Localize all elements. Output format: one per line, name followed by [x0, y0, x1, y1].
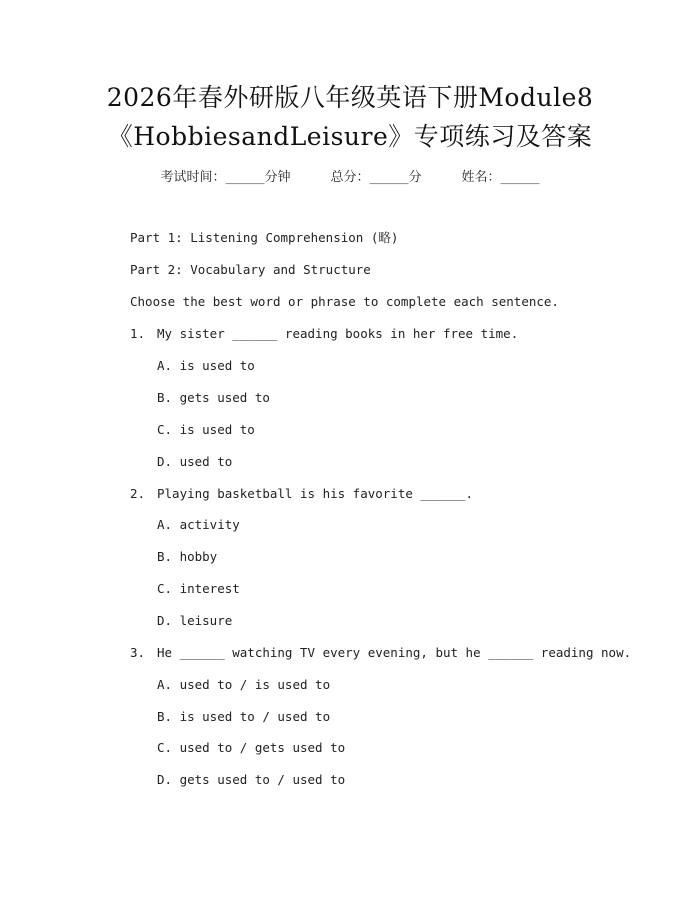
section-part-1-heading: Part 1: Listening Comprehension (略) — [130, 230, 399, 245]
option-item: B. is used to / used to — [157, 709, 331, 724]
question-number: 3. — [130, 645, 146, 660]
section-instruction: Choose the best word or phrase to complete each sentence. — [130, 294, 559, 309]
option-item: A. used to / is used to — [157, 677, 331, 692]
question-text: My sister ______ reading books in her free time. — [157, 326, 519, 341]
option-item: B. gets used to — [157, 390, 270, 405]
student-name-field: 姓名：______ — [461, 170, 540, 185]
option-item: A. is used to — [157, 358, 255, 373]
question-number: 2. — [130, 486, 146, 501]
option-item: C. is used to — [157, 422, 255, 437]
option-item: C. interest — [157, 581, 240, 596]
question-text: He ______ watching TV every evening, but he ______ reading now. — [157, 645, 632, 660]
exam-time-field: 考试时间：______分钟 — [160, 170, 291, 185]
option-item: B. hobby — [157, 549, 218, 564]
exam-score-field: 总分：______分 — [330, 170, 422, 185]
question-number: 1. — [130, 326, 146, 341]
exam-info — [0, 168, 700, 188]
document-title-line-2: 《HobbiesandLeisure》专项练习及答案 — [107, 122, 593, 151]
option-item: C. used to / gets used to — [157, 740, 346, 755]
option-item: D. leisure — [157, 613, 233, 628]
option-item: D. gets used to / used to — [157, 772, 346, 787]
section-part-2-heading: Part 2: Vocabulary and Structure — [130, 262, 371, 277]
document-title-line-1: 2026年春外研版八年级英语下册Module8 — [106, 83, 594, 112]
question-text: Playing basketball is his favorite ______. — [157, 486, 474, 501]
option-item: D. used to — [157, 454, 233, 469]
option-item: A. activity — [157, 517, 240, 532]
